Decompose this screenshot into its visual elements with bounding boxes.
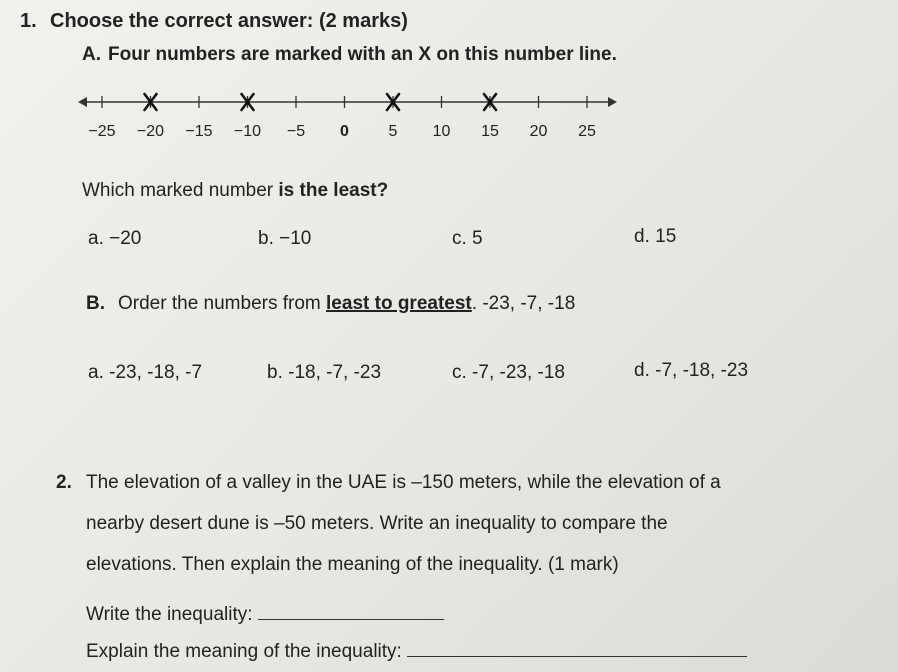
partB-prompt-text: Order the numbers from [118,293,327,314]
partA-label: A. [82,44,101,65]
inequality-answer-line[interactable] [258,603,444,620]
partB-prompt-numbers: . -23, -7, -18 [471,293,576,314]
tick-label: 10 [432,123,451,140]
partA-question-emphasis: is the least? [278,180,389,201]
explain-prompt [86,640,747,663]
tick-label: −20 [136,123,165,140]
q2-text-line2: nearby desert dune is –50 meters. Write an inequality to compare the [86,513,668,534]
partB-prompt-underlined: least to greatest [326,293,472,314]
q2-text-line3: elevations. Then explain the meaning of the inequality. (1 mark) [86,554,619,575]
q2-number: 2. [56,472,72,493]
partA-question [82,180,388,202]
partB-option-d[interactable]: d. -7, -18, -23 [634,360,749,381]
partB-option-b[interactable]: b. -18, -7, -23 [267,362,382,383]
tick-label: 20 [529,123,548,140]
inequality-prompt [86,603,444,626]
partB-option-a[interactable]: a. -23, -18, -7 [88,362,203,383]
tick-label: −15 [185,123,213,140]
number-line [60,88,620,148]
q1-number: 1. [20,10,37,32]
left-arrow-icon [78,97,87,107]
partA-option-c[interactable]: c. 5 [452,228,483,249]
partA-option-a[interactable]: a. −20 [88,228,142,249]
explain-label: Explain the meaning of the inequality: [86,641,402,662]
inequality-label: Write the inequality: [86,604,253,625]
tick-label: −25 [88,123,116,140]
q2-text-line1: The elevation of a valley in the UAE is –150 meters, while the elevation of a [86,472,721,493]
tick-label: 15 [481,123,499,140]
partA-prompt: Four numbers are marked with an X on this number line. [108,44,617,65]
partA-option-d[interactable]: d. 15 [634,226,677,247]
right-arrow-icon [608,97,617,107]
partB-label: B. [86,293,105,314]
partA-question-text: Which marked number [82,180,279,201]
q1-title: Choose the correct answer: (2 marks) [50,10,408,32]
tick-label: 0 [340,123,349,140]
partB-prompt [118,293,575,315]
explain-answer-line[interactable] [407,640,747,657]
tick-label: −5 [286,123,306,140]
partB-option-c[interactable]: c. -7, -23, -18 [452,362,565,383]
tick-label: 5 [388,123,398,140]
tick-label: −10 [233,123,262,140]
tick-label: 25 [578,123,596,140]
partA-option-b[interactable]: b. −10 [258,228,312,249]
